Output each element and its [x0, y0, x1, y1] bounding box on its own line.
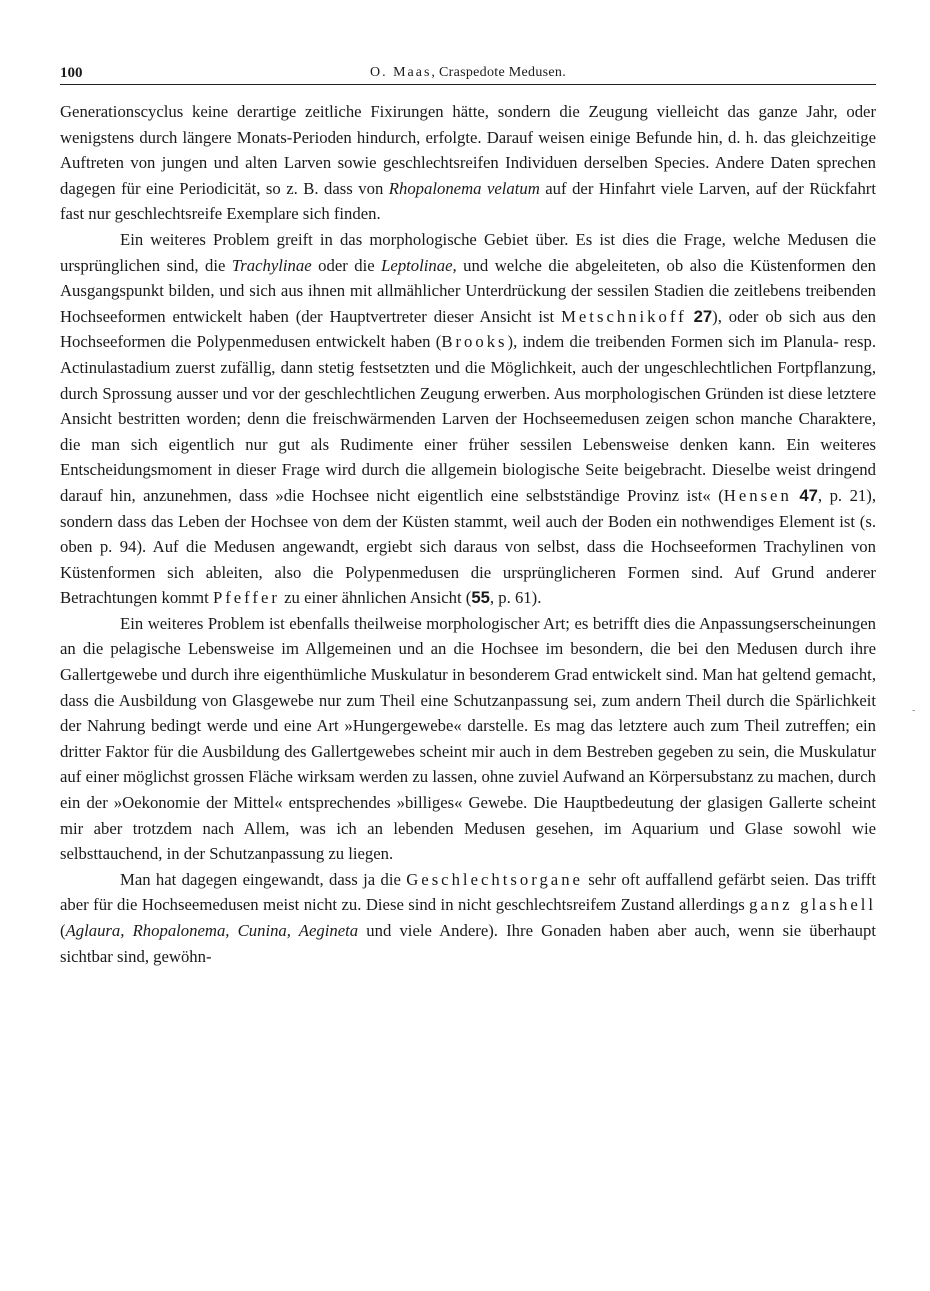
page-content: [60, 62, 876, 969]
paragraph: [60, 611, 876, 867]
paragraph: [60, 99, 876, 227]
spaced-name: ganz glashell: [749, 895, 877, 915]
text-run: ), oder ob sich aus den Hochseeformen die Polypenmedusen entwickelt haben (: [60, 306, 877, 352]
spaced-name: Geschlechtsorgane: [406, 869, 583, 889]
text-run: und viele Andere). Ihre Gonaden haben aber auch, wenn sie überhaupt sichtbar sind, gewöhn-: [60, 921, 876, 966]
running-header: [60, 62, 876, 85]
running-head-author: O. Maas: [369, 65, 432, 80]
text-run: auf der Hinfahrt viele Larven, auf der Rückfahrt fast nur geschlechtsreife Exemplare sich finden.: [60, 178, 876, 224]
text-run: und welche die abgeleiteten, ob also die Küstenformen den Ausgangspunkt bilden, und sich aus ihnen mit allmählicher Unterdrückung der sessilen Stadien die zeitlebens treibenden Hochseeformen entwickelt haben (der Hauptvertreter dieser Ansicht ist: [60, 255, 876, 326]
text-run: ), indem die treibenden Formen sich im Planula- resp. Actinulastadium zuerst zufällig, dann stetig festsetzten und die Möglichkeit, auch der ungeschlechtlichen Fortpflanzung, durch Sprossung ausser und vor der geschlechtlichen Zeugung erwerben. Aus morphologischen Gründen ist diese letztere Ansicht bestritten worden; denn die freischwärmenden Larven der Hochseemedusen zeigen schon manche Charaktere, die man sich eigentlich nur gut als Rudimente einer früher sessilen Lebensweise denken kann. Ein weiteres Entscheidungsmoment in dieser Frage wird durch die allgemein biologische Seite beigebracht. Dieselbe weist dringend darauf hin, anzunehmen, dass »die Hochsee nicht eigentlich eine selbstständige Provinz ist« (: [60, 332, 876, 505]
text-run: Ein weiteres Problem ist ebenfalls theilweise morphologischer Art; es betrifft dies die Anpassungserscheinungen an die pelagische Lebensweise im Allgemeinen und an die Hochsee im besondern, die bei den Medusen durch ihre Gallertgewebe und durch ihre eigenthümliche Muskulatur in besonderem Grad entwickelt sind. Man hat geltend gemacht, dass die Ausbildung von Glasgewebe nur zum Theil eine Schutzanpassung sei, zum andern Theil durch die Spärlichkeit der Nahrung bedingt werde und eine Art »Hungergewebe« darstelle. Es mag das letztere auch zum Theil zutreffen; ein dritter Faktor für die Ausbildung des Gallertgewebes scheint mir auch in dem Bestreben gegeben zu sein, die Muskulatur auf einer möglichst grossen Fläche wirksam werden zu lassen, ohne zuviel Aufwand an Körpersubstanz zu machen, durch ein der »Oekonomie der Mittel« entsprechendes »billiges« Gewebe. Die Hauptbedeutung der glasigen Gallerte scheint mir aber trotzdem nach Allem, was ich an lebenden Medusen gesehen, im Aquarium und Glase sowohl wie selbsttauchend, in der Schutzanpassung zu liegen.: [60, 613, 876, 864]
body-text: [60, 99, 876, 969]
running-head-title: , Craspedote Medusen.: [431, 65, 567, 80]
text-run: oder die: [311, 255, 382, 275]
margin-mark: -: [912, 705, 916, 716]
italic-term: Aglaura, Rhopalonema, Cunina, Aegineta: [65, 921, 359, 940]
paragraph: [60, 227, 876, 611]
spaced-name: Pfeffer: [212, 588, 280, 608]
text-run: [687, 307, 694, 326]
italic-term: Leptolinae,: [381, 255, 457, 275]
text-run: (: [60, 921, 66, 940]
text-run: zu einer ähnlichen Ansicht (: [279, 588, 472, 608]
paragraph: [60, 867, 876, 969]
spaced-name: Hensen: [723, 485, 792, 505]
text-run: sehr oft auffallend gefärbt seien. Das trifft aber für die Hochseemedusen meist nicht zu. Diese sind in nicht geschlechtsreifem Zustand allerdings: [60, 869, 876, 915]
text-run: , p. 21), sondern dass das Leben der Hochsee von dem der Küsten stammt, weil auch der Boden ein nothwendiges Element ist (s. oben p. 94). Auf die Medusen angewandt, ergiebt sich daraus von selbst, dass die Hochseeformen Trachylinen von Küstenformen sich ableiten, also die Polypenmedusen die ursprünglicheren Formen sind. Auf Grund anderer Betrachtungen kommt: [60, 485, 877, 608]
reference-number: 55: [471, 588, 490, 608]
text-run: Ein weiteres Problem greift in das morphologische Gebiet über. Es ist dies die Frage, welche Medusen die ursprünglichen sind, die: [60, 229, 876, 275]
spaced-name: Metschnikoff: [561, 306, 687, 326]
spaced-name: Brooks: [441, 332, 508, 352]
text-run: Generationscyclus keine derartige zeitliche Fixirungen hätte, sondern die Zeugung vielleicht das ganze Jahr, oder wenigstens durch längere Monats-Perioden hindurch, erfolgte. Darauf weisen einige Befunde hin, d. h. das gleichzeitige Auftreten von jungen und alten Larven sowie geschlechtsreifen Individuen derselben Species. Andere Daten sprechen dagegen für eine Periodicität, so z. B. dass von: [60, 102, 876, 198]
reference-number: 27: [693, 306, 713, 326]
italic-term: Trachylinae: [231, 255, 312, 275]
italic-term: Rhopalonema velatum: [388, 178, 540, 198]
reference-number: 47: [799, 485, 818, 505]
text-run: Man hat dagegen eingewandt, dass ja die: [120, 869, 407, 889]
page-number: 100: [60, 65, 83, 81]
running-head: [60, 62, 876, 84]
text-run: , p. 61).: [489, 588, 542, 608]
